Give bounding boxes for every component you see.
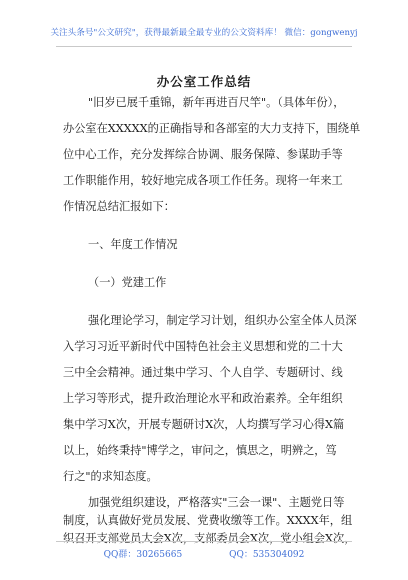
header-banner: 关注头条号"公文研究"，获得最新最全最专业的公文资料库！ 微信：gongwenyj <box>50 28 358 38</box>
paragraph-line: 加强党组织建设，严格落实"三会一课"、主题党日等 <box>88 496 345 509</box>
paragraph-line: 集中学习X次，开展专题研讨X次，人均撰写学习心得X篇 <box>63 418 345 431</box>
paragraph-line: 入学习习近平新时代中国特色社会主义思想和党的二十大 <box>63 340 343 353</box>
footer-divider <box>56 541 352 542</box>
footer-contacts <box>0 547 408 560</box>
paragraph-line: 强化理论学习，制定学习计划，组织办公室全体人员深 <box>88 314 357 327</box>
paragraph-line: 办公室在XXXXX的正确指导和各部室的大力支持下，围绕单 <box>63 122 361 135</box>
footer-qq-number: QQ：535304092 <box>229 550 305 560</box>
section-heading: 一、年度工作情况 <box>88 238 178 251</box>
paragraph-line: 行之"的求知态度。 <box>63 470 158 483</box>
footer-qq-group: QQ群：30265665 <box>103 550 183 560</box>
header-divider <box>56 46 352 47</box>
paragraph-line: 位中心工作，充分发挥综合协调、服务保障、参谋助手等 <box>63 148 343 161</box>
paragraph-line: 制度，认真做好党员发展、党费收缴等工作。XXXX年，组 <box>63 514 353 527</box>
paragraph-line: 上学习等形式，提升政治理论水平和政治素养。全年组织 <box>63 392 343 405</box>
paragraph-line: 作情况总结汇报如下： <box>63 200 175 213</box>
paragraph-line: 织召开支部党员大会X次，支部委员会X次，党小组会X次， <box>63 532 356 545</box>
subsection-heading: （一）党建工作 <box>88 276 167 289</box>
paragraph-line: 三中全会精神。通过集中学习、个人自学、专题研讨、线 <box>63 366 343 379</box>
paragraph-line: 以上，始终秉持"博学之，审问之，慎思之，明辨之，笃 <box>63 444 337 457</box>
paragraph-line: "旧岁已展千重锦，新年再进百尺竿"。（具体年份）， <box>88 96 345 109</box>
document-title: 办公室工作总结 <box>156 74 252 89</box>
paragraph-line: 工作职能作用，较好地完成各项工作任务。现将一年来工 <box>63 174 343 187</box>
